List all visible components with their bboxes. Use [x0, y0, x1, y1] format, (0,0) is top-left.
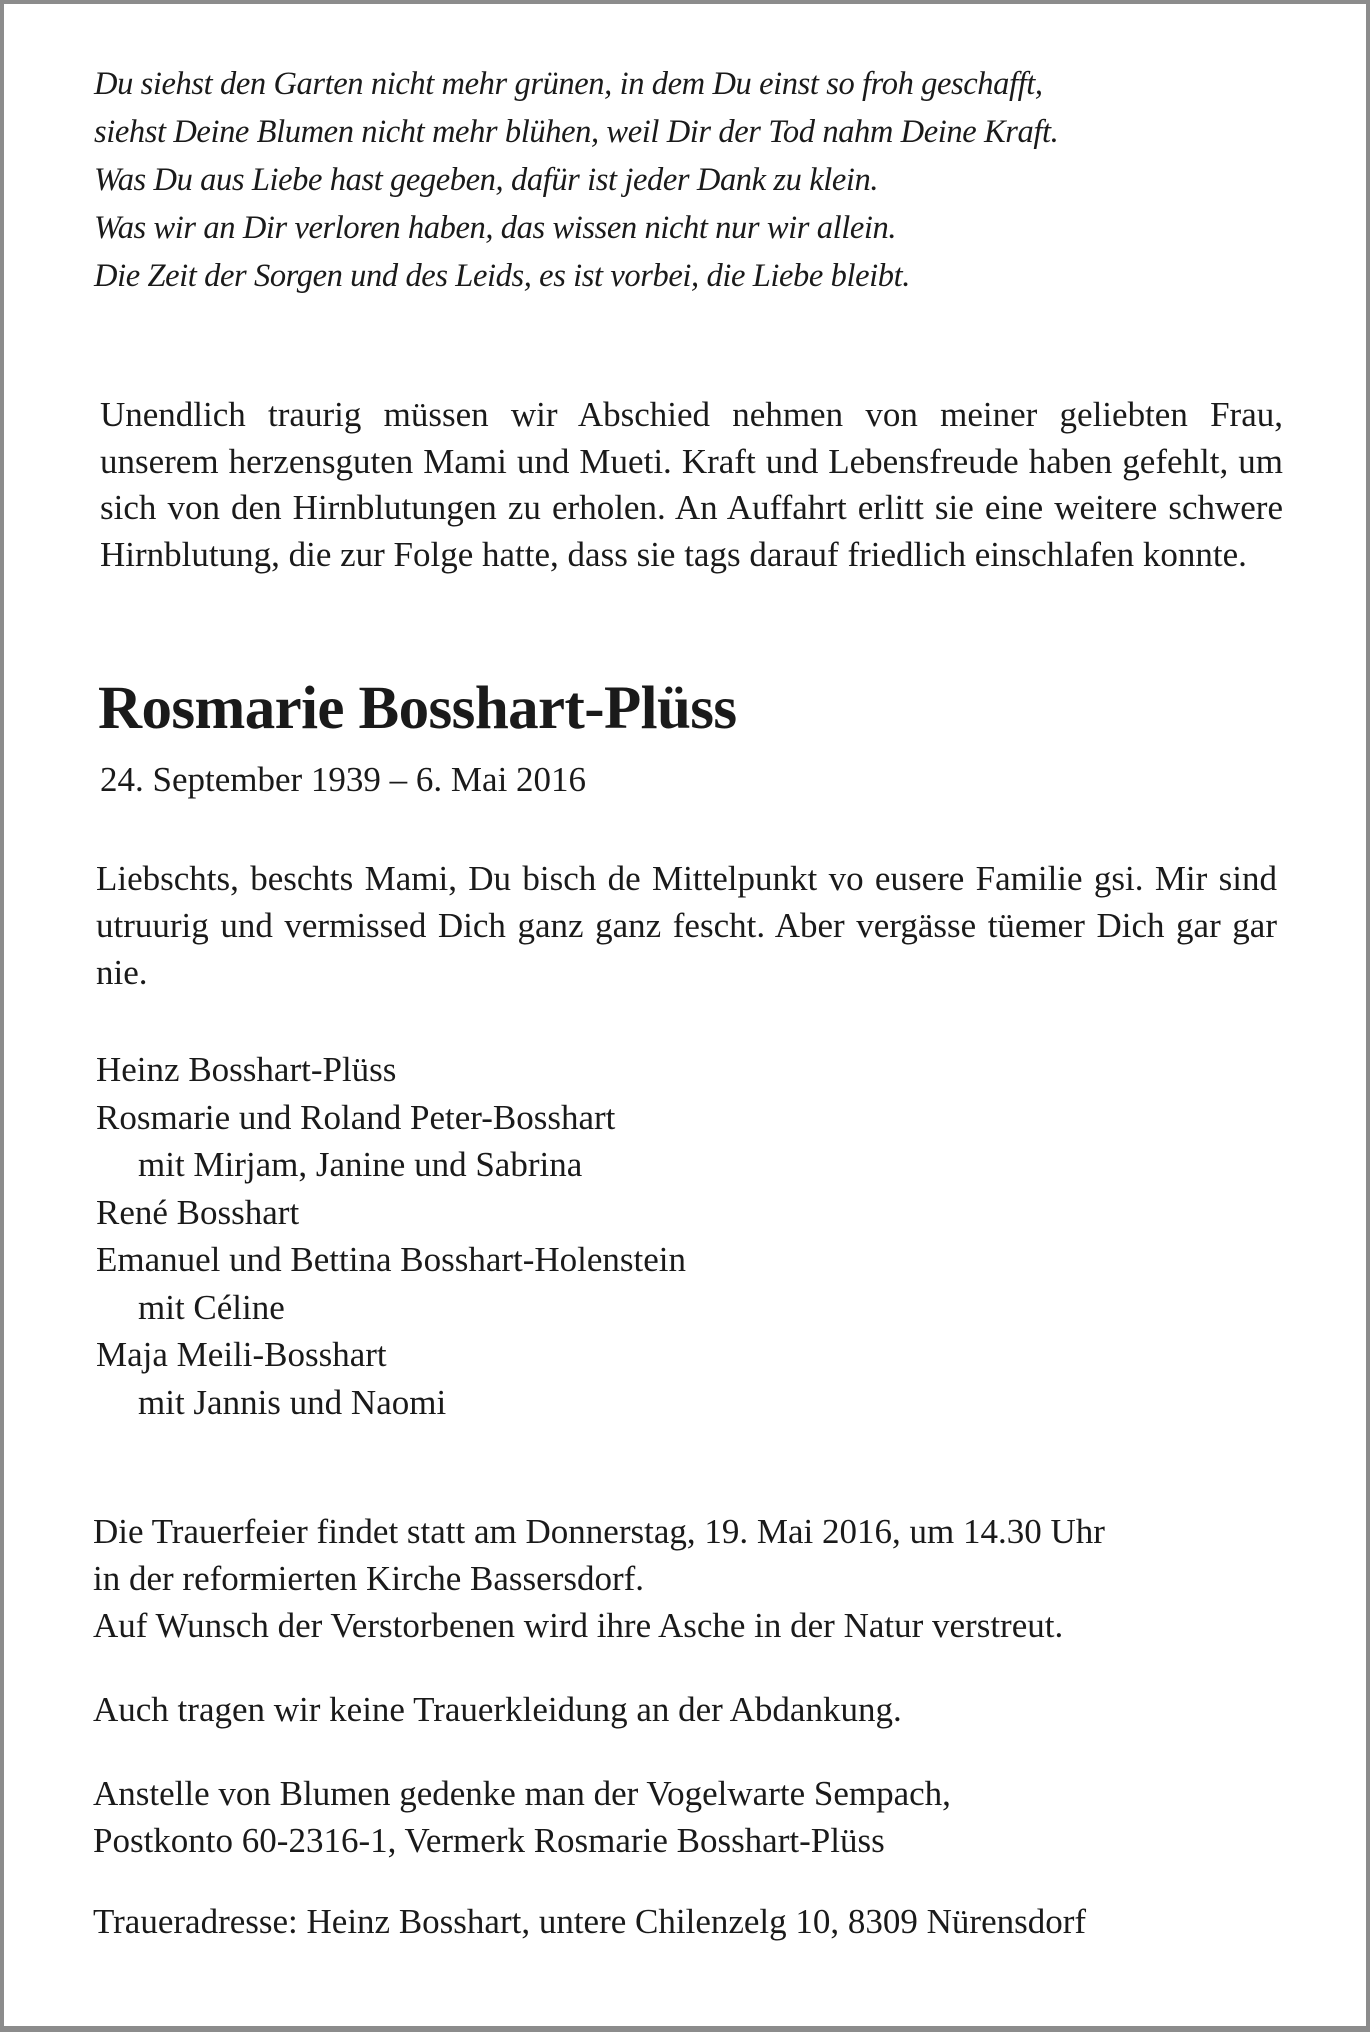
clothing-line: Auch tragen wir keine Trauerkleidung an der Abdankung.: [93, 1690, 902, 1729]
family-member: Heinz Bosshart-Plüss: [96, 1050, 397, 1089]
deceased-name: Rosmarie Bosshart-Plüss: [98, 675, 737, 742]
clothing-note: [93, 1686, 1293, 1733]
intro-paragraph: Unendlich traurig müssen wir Abschied nehmen von meiner geliebten Frau, unserem herzensguten Mami und Mueti. Kraft und Lebensfreude haben gefehlt, um sich von den Hirnblutungen zu erholen. An Auffahrt erlitt sie eine weitere schwere Hirnblutung, die zur Folge hatte, dass sie tags darauf friedlich einschlafen konnte.: [100, 395, 1283, 574]
family-member-children: mit Jannis und Naomi: [138, 1382, 447, 1422]
mourning-address: [93, 1898, 1293, 1945]
dialect-message: Liebschts, beschts Mami, Du bisch de Mittelpunkt vo eusere Familie gsi. Mir sind utruurig und vermissed Dich ganz ganz fescht. Aber vergässe tüemer Dich gar gar nie.: [96, 859, 1277, 992]
service-line: Die Trauerfeier findet statt am Donnerstag, 19. Mai 2016, um 14.30 Uhr: [93, 1512, 1105, 1551]
address-line: Traueradresse: Heinz Bosshart, untere Chilenzelg 10, 8309 Nürensdorf: [93, 1902, 1087, 1941]
family-member: René Bosshart: [96, 1192, 300, 1232]
family-member: Emanuel und Bettina Bosshart-Holenstein: [96, 1240, 687, 1279]
poem-line: siehst Deine Blumen nicht mehr blühen, weil Dir der Tod nahm Deine Kraft.: [94, 114, 1059, 150]
donation-info: [93, 1770, 1293, 1864]
life-dates: 24. September 1939 – 6. Mai 2016: [100, 760, 587, 799]
poem-line: Was Du aus Liebe hast gegeben, dafür ist jeder Dank zu klein.: [94, 162, 879, 198]
poem: [94, 60, 1244, 300]
poem-line: Was wir an Dir verloren haben, das wissen nicht nur wir allein.: [94, 210, 897, 246]
donation-line: Postkonto 60-2316-1, Vermerk Rosmarie Bosshart-Plüss: [93, 1821, 885, 1860]
poem-line: Du siehst den Garten nicht mehr grünen, in dem Du einst so froh geschafft,: [94, 66, 1043, 102]
service-info: [93, 1508, 1293, 1649]
family-member: Rosmarie und Roland Peter-Bosshart: [96, 1097, 616, 1137]
family-member-children: mit Céline: [138, 1287, 285, 1327]
poem-line: Die Zeit der Sorgen und des Leids, es ist vorbei, die Liebe bleibt.: [94, 258, 910, 294]
family-member: Maja Meili-Bosshart: [96, 1335, 387, 1374]
family-member-children: mit Mirjam, Janine und Sabrina: [138, 1145, 583, 1184]
donation-line: Anstelle von Blumen gedenke man der Vogelwarte Sempach,: [93, 1774, 951, 1813]
service-line: Auf Wunsch der Verstorbenen wird ihre Asche in der Natur verstreut.: [93, 1606, 1064, 1645]
service-line: in der reformierten Kirche Bassersdorf.: [93, 1559, 645, 1598]
family-list: [96, 1046, 686, 1426]
